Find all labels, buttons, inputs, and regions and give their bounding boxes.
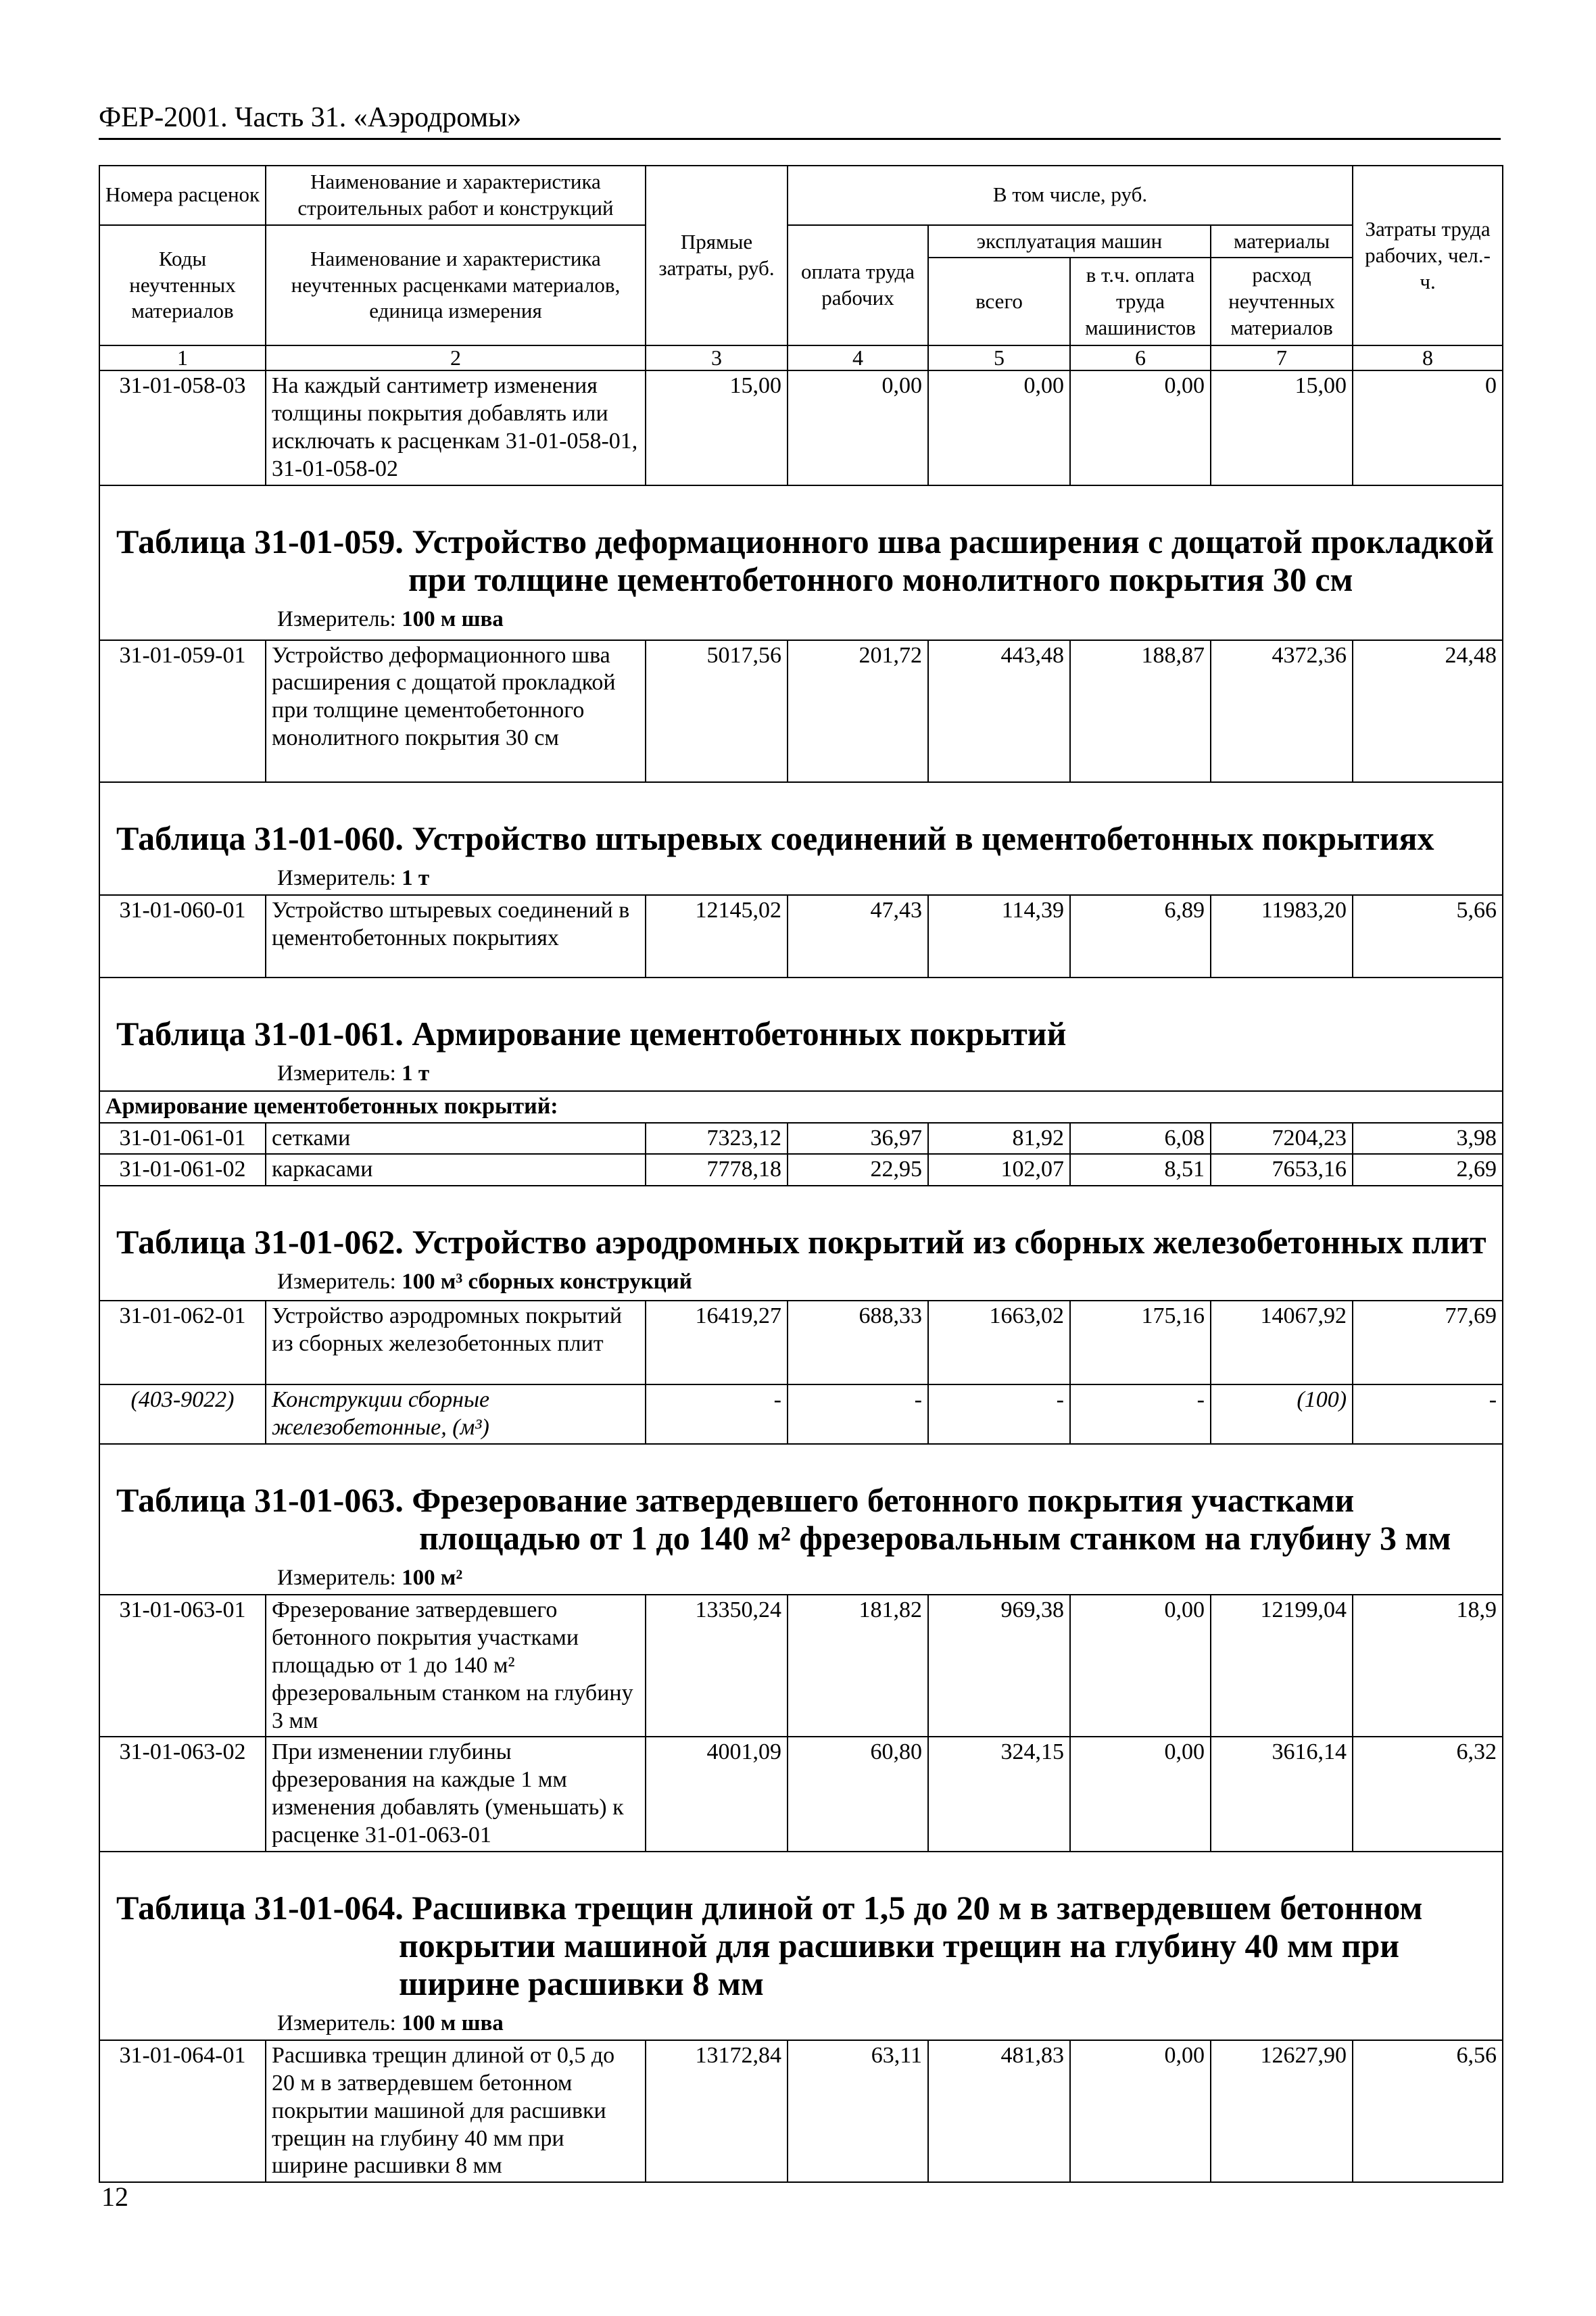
value-materials: 12627,90: [1211, 2040, 1353, 2182]
col-material-codes-header: Коды неучтенных материалов: [99, 225, 266, 346]
table-measure: Измеритель: 100 м³ сборных конструкций: [277, 1270, 692, 1295]
table-row: [99, 370, 1503, 485]
col-machines-header: эксплуатация машин: [928, 225, 1211, 258]
value-machines-total: 481,83: [928, 2040, 1070, 2182]
value-labor-pay: 0,00: [788, 370, 928, 485]
value-machines-operators: -: [1070, 1384, 1211, 1444]
material-code: (403-9022): [99, 1384, 266, 1444]
table-row: [99, 1737, 1503, 1851]
value-machines-total: 443,48: [928, 640, 1070, 782]
value-labor-cost: -: [1353, 1384, 1503, 1444]
value-labor-pay: 201,72: [788, 640, 928, 782]
value-labor-cost: 18,9: [1353, 1595, 1503, 1737]
table-title: Таблица 31-01-059. Устройство деформационного шва расширения с дощатой прокладкой при толщине цементобетонного монолитного покрытия 30 см: [116, 522, 1494, 598]
rate-description: Устройство деформационного шва расширения с дощатой прокладкой при толщине цементобетонного монолитного покрытия 30 см: [266, 640, 646, 782]
table-measure: Измеритель: 100 м²: [277, 1565, 463, 1590]
rate-description: Устройство штыревых соединений в цементобетонных покрытиях: [266, 895, 646, 978]
col-number: 3: [646, 345, 788, 370]
rate-code: 31-01-061-02: [99, 1154, 266, 1186]
value-materials: (100): [1211, 1384, 1353, 1444]
value-direct: 7778,18: [646, 1154, 788, 1186]
col-number: 1: [99, 345, 266, 370]
value-direct: 7323,12: [646, 1123, 788, 1155]
value-labor-cost: 6,56: [1353, 2040, 1503, 2182]
table-row: [99, 895, 1503, 978]
value-materials: 7204,23: [1211, 1123, 1353, 1155]
header-rule: [99, 138, 1501, 140]
col-number: 4: [788, 345, 928, 370]
col-name-header: Наименование и характеристика строительных работ и конструкций: [266, 166, 646, 225]
table-062-heading: [99, 1186, 1503, 1301]
col-number: 2: [266, 345, 646, 370]
table-row: [99, 2040, 1503, 2182]
value-machines-operators: 0,00: [1070, 1737, 1211, 1851]
value-labor-pay: 60,80: [788, 1737, 928, 1851]
col-number: 8: [1353, 345, 1503, 370]
table-title: Таблица 31-01-063. Фрезерование затвердевшего бетонного покрытия участками площадью от 1 до 140 м² фрезеровальным станком на глубину 3 мм: [116, 1480, 1451, 1557]
col-material-names-header: Наименование и характеристика неучтенных расценками материалов, единица измерения: [266, 225, 646, 346]
col-rates-header: Номера расценок: [99, 166, 266, 225]
value-labor-cost: 6,32: [1353, 1737, 1503, 1851]
col-machines-operators-header: в т.ч. оплата труда машинистов: [1070, 258, 1211, 345]
rate-code: 31-01-062-01: [99, 1301, 266, 1384]
document-header: ФЕР-2001. Часть 31. «Аэродромы»: [99, 102, 522, 133]
value-machines-total: 324,15: [928, 1737, 1070, 1851]
value-materials: 7653,16: [1211, 1154, 1353, 1186]
value-materials: 14067,92: [1211, 1301, 1353, 1384]
table-063-heading: [99, 1444, 1503, 1595]
rate-description: Устройство аэродромных покрытий из сборных железобетонных плит: [266, 1301, 646, 1384]
value-labor-cost: 5,66: [1353, 895, 1503, 978]
value-machines-total: 114,39: [928, 895, 1070, 978]
value-materials: 4372,36: [1211, 640, 1353, 782]
table-measure: Измеритель: 100 м шва: [277, 2010, 504, 2035]
value-direct: 5017,56: [646, 640, 788, 782]
rate-code: 31-01-064-01: [99, 2040, 266, 2182]
table-subheading: Армирование цементобетонных покрытий:: [99, 1091, 1503, 1123]
value-direct: -: [646, 1384, 788, 1444]
value-machines-total: -: [928, 1384, 1070, 1444]
value-machines-total: 1663,02: [928, 1301, 1070, 1384]
col-number: 5: [928, 345, 1070, 370]
table-row: [99, 1595, 1503, 1737]
value-materials: 11983,20: [1211, 895, 1353, 978]
col-materials-unaccounted-header: расход неучтенных материалов: [1211, 258, 1353, 345]
value-machines-operators: 0,00: [1070, 370, 1211, 485]
value-materials: 15,00: [1211, 370, 1353, 485]
rate-code: 31-01-060-01: [99, 895, 266, 978]
table-row: [99, 640, 1503, 782]
value-labor-pay: -: [788, 1384, 928, 1444]
rate-description: каркасами: [266, 1154, 646, 1186]
value-labor-pay: 22,95: [788, 1154, 928, 1186]
value-direct: 15,00: [646, 370, 788, 485]
value-direct: 16419,27: [646, 1301, 788, 1384]
value-machines-total: 0,00: [928, 370, 1070, 485]
value-labor-cost: 24,48: [1353, 640, 1503, 782]
col-number: 7: [1211, 345, 1353, 370]
value-machines-operators: 6,89: [1070, 895, 1211, 978]
col-labor-pay-header: оплата труда рабочих: [788, 225, 928, 346]
material-row: [99, 1384, 1503, 1444]
table-measure: Измеритель: 100 м шва: [277, 606, 504, 631]
rate-description: сетками: [266, 1123, 646, 1155]
col-number: 6: [1070, 345, 1211, 370]
table-measure: Измеритель: 1 т: [277, 865, 430, 890]
table-title: Таблица 31-01-061. Армирование цементобетонных покрытий: [116, 1015, 1067, 1053]
table-row: [99, 1301, 1503, 1384]
rate-description: Фрезерование затвердевшего бетонного покрытия участками площадью от 1 до 140 м² фрезеровальным станком на глубину 3 мм: [266, 1595, 646, 1737]
value-labor-pay: 63,11: [788, 2040, 928, 2182]
rate-code: 31-01-059-01: [99, 640, 266, 782]
value-machines-total: 969,38: [928, 1595, 1070, 1737]
rate-code: 31-01-063-02: [99, 1737, 266, 1851]
value-direct: 4001,09: [646, 1737, 788, 1851]
value-machines-operators: 6,08: [1070, 1123, 1211, 1155]
col-materials-header: материалы: [1211, 225, 1353, 258]
value-labor-cost: 77,69: [1353, 1301, 1503, 1384]
rate-code: 31-01-061-01: [99, 1123, 266, 1155]
material-description: Конструкции сборные железобетонные, (м³): [266, 1384, 646, 1444]
col-labor-cost-header: Затраты труда рабочих, чел.-ч.: [1353, 166, 1503, 345]
value-materials: 3616,14: [1211, 1737, 1353, 1851]
rate-description: При изменении глубины фрезерования на каждые 1 мм изменения добавлять (уменьшать) к расценке 31-01-063-01: [266, 1737, 646, 1851]
table-row: [99, 1123, 1503, 1155]
rate-description: На каждый сантиметр изменения толщины покрытия добавлять или исключать к расценкам 31-01-058-01, 31-01-058-02: [266, 370, 646, 485]
col-including-header: В том числе, руб.: [788, 166, 1353, 225]
value-machines-operators: 0,00: [1070, 2040, 1211, 2182]
value-labor-cost: 3,98: [1353, 1123, 1503, 1155]
table-measure: Измеритель: 1 т: [277, 1061, 430, 1086]
value-labor-pay: 36,97: [788, 1123, 928, 1155]
value-labor-pay: 688,33: [788, 1301, 928, 1384]
table-row: [99, 1154, 1503, 1186]
value-direct: 13172,84: [646, 2040, 788, 2182]
col-direct-header: Прямые затраты, руб.: [646, 166, 788, 345]
table-title: Таблица 31-01-062. Устройство аэродромных покрытий из сборных железобетонных плит: [116, 1223, 1486, 1261]
value-labor-cost: 0: [1353, 370, 1503, 485]
rate-description: Расшивка трещин длиной от 0,5 до 20 м в затвердевшем бетонном покрытии машиной для расшивки трещин на глубину 40 мм при ширине расшивки 8 мм: [266, 2040, 646, 2182]
value-materials: 12199,04: [1211, 1595, 1353, 1737]
page-number: 12: [101, 2181, 128, 2212]
rates-table: [99, 165, 1503, 2183]
value-direct: 13350,24: [646, 1595, 788, 1737]
table-title: Таблица 31-01-064. Расшивка трещин длиной от 1,5 до 20 м в затвердевшем бетонном покрытии машиной для расшивки трещин на глубину 40 мм при ширине расшивки 8 мм: [116, 1888, 1423, 2002]
col-machines-total-header: всего: [928, 258, 1070, 345]
value-machines-operators: 8,51: [1070, 1154, 1211, 1186]
table-060-heading: [99, 782, 1503, 896]
value-machines-operators: 0,00: [1070, 1595, 1211, 1737]
value-labor-cost: 2,69: [1353, 1154, 1503, 1186]
value-machines-operators: 175,16: [1070, 1301, 1211, 1384]
value-machines-total: 102,07: [928, 1154, 1070, 1186]
table-061-heading: [99, 978, 1503, 1091]
value-direct: 12145,02: [646, 895, 788, 978]
rate-code: 31-01-058-03: [99, 370, 266, 485]
rate-code: 31-01-063-01: [99, 1595, 266, 1737]
table-059-heading: [99, 485, 1503, 640]
value-labor-pay: 47,43: [788, 895, 928, 978]
value-machines-operators: 188,87: [1070, 640, 1211, 782]
value-labor-pay: 181,82: [788, 1595, 928, 1737]
table-064-heading: [99, 1852, 1503, 2041]
value-machines-total: 81,92: [928, 1123, 1070, 1155]
table-title: Таблица 31-01-060. Устройство штыревых соединений в цементобетонных покрытиях: [116, 819, 1434, 857]
